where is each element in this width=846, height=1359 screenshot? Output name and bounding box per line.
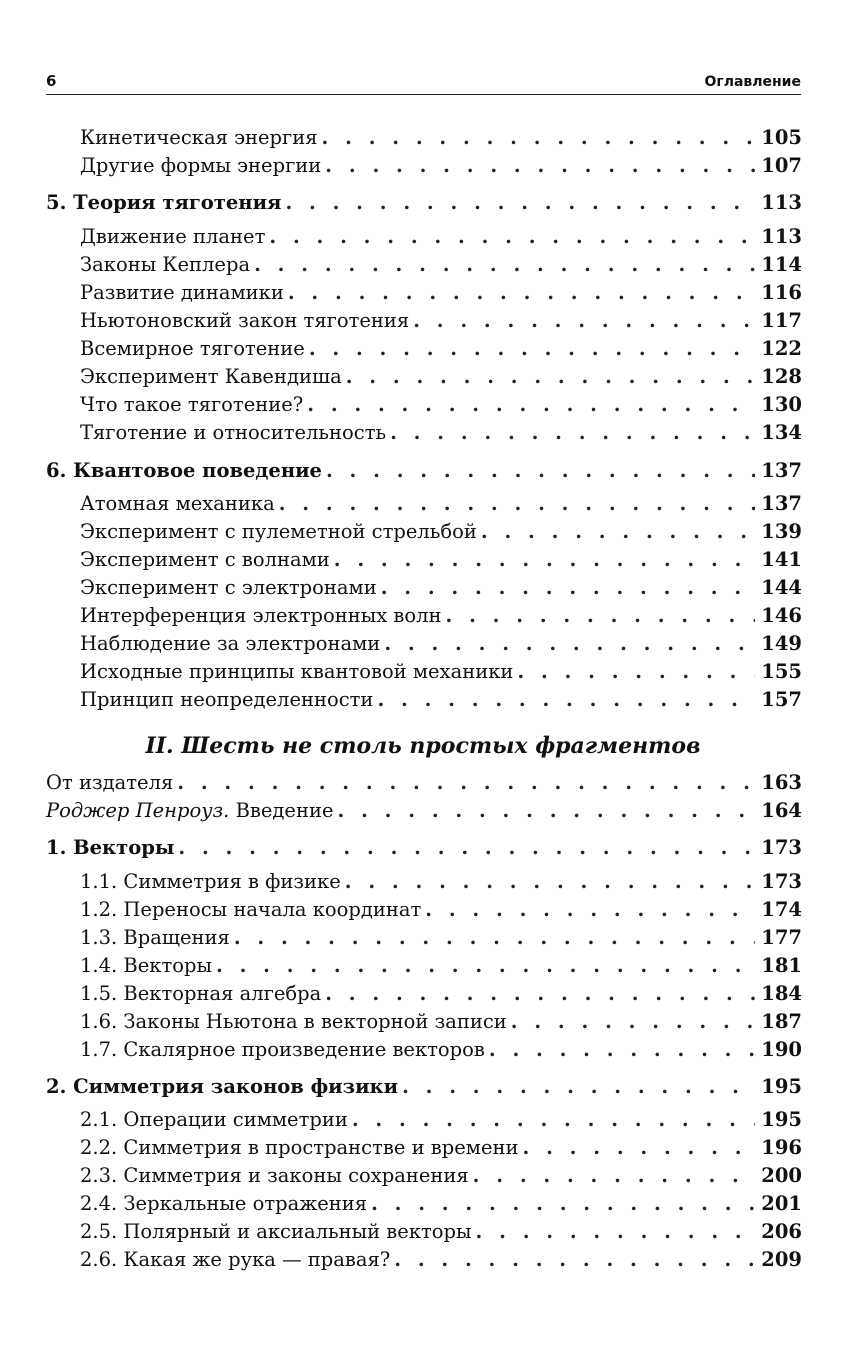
- toc-entry: Атомная механика . . . 137: [80, 491, 802, 517]
- toc-entry: 1.3. Вращения . . . 177: [80, 925, 802, 951]
- toc-entry: Роджер Пенроуз. Введение . . . 164: [46, 798, 802, 824]
- toc-entry: Наблюдение за электронами . . . 149: [80, 631, 802, 657]
- toc-entry: Принцип неопределенности . . . 157: [80, 687, 802, 713]
- toc-entry: 1.1. Симметрия в физике . . . 173: [80, 869, 802, 895]
- toc-entry: Ньютоновский закон тяготения . . . 117: [80, 308, 802, 334]
- toc-chapter: 5. Теория тяготения . . . 113: [46, 190, 802, 216]
- part-title: II. Шесть не столь простых фрагментов: [145, 733, 701, 759]
- running-title: Оглавление: [704, 74, 801, 90]
- toc-entry: Развитие динамики . . . 116: [80, 280, 802, 306]
- toc-entry: 2.3. Симметрия и законы сохранения . . . 200: [80, 1163, 802, 1189]
- toc-entry: Кинетическая энергия . . . 105: [80, 125, 802, 151]
- toc-entry: Другие формы энергии . . . 107: [80, 153, 802, 179]
- toc-entry: Эксперимент с пулеметной стрельбой . . . 139: [80, 519, 802, 545]
- toc-entry: От издателя . . . 163: [46, 770, 802, 796]
- toc-entry: Тяготение и относительность . . . 134: [80, 420, 802, 446]
- toc-entry: Что такое тяготение? . . . 130: [80, 392, 802, 418]
- toc-entry: 2.6. Какая же рука — правая? . . . 209: [80, 1247, 802, 1273]
- toc-entry: 1.2. Переносы начала координат . . . 174: [80, 897, 802, 923]
- toc-entry: Эксперимент с электронами . . . 144: [80, 575, 802, 601]
- toc-entry: 1.7. Скалярное произведение векторов . . . 190: [80, 1037, 802, 1063]
- toc-entry: Эксперимент с волнами . . . 141: [80, 547, 802, 573]
- toc-entry: 2.1. Операции симметрии . . . 195: [80, 1107, 802, 1133]
- toc-chapter: 2. Симметрия законов физики . . . 195: [46, 1074, 802, 1100]
- toc-chapter: 6. Квантовое поведение . . . 137: [46, 458, 802, 484]
- toc-entry: Всемирное тяготение . . . 122: [80, 336, 802, 362]
- toc-entry: Законы Кеплера . . . 114: [80, 252, 802, 278]
- toc-entry: Исходные принципы квантовой механики . . . 155: [80, 659, 802, 685]
- toc-chapter: 1. Векторы . . . 173: [46, 835, 802, 861]
- toc-entry: 2.5. Полярный и аксиальный векторы . . . 206: [80, 1219, 802, 1245]
- toc-entry: 2.2. Симметрия в пространстве и времени . . . 196: [80, 1135, 802, 1161]
- toc-entry: Интерференция электронных волн . . . 146: [80, 603, 802, 629]
- toc-entry: 1.5. Векторная алгебра . . . 184: [80, 981, 802, 1007]
- toc-entry: Движение планет . . . 113: [80, 224, 802, 250]
- page-header: [46, 68, 801, 95]
- toc-entry: 2.4. Зеркальные отражения . . . 201: [80, 1191, 802, 1217]
- toc-entry: 1.4. Векторы . . . 181: [80, 953, 802, 979]
- page-number: 6: [46, 72, 57, 90]
- author-name: Роджер Пенроуз.: [46, 799, 230, 822]
- toc-entry: 1.6. Законы Ньютона в векторной записи . . . 187: [80, 1009, 802, 1035]
- toc-entry: Эксперимент Кавендиша . . . 128: [80, 364, 802, 390]
